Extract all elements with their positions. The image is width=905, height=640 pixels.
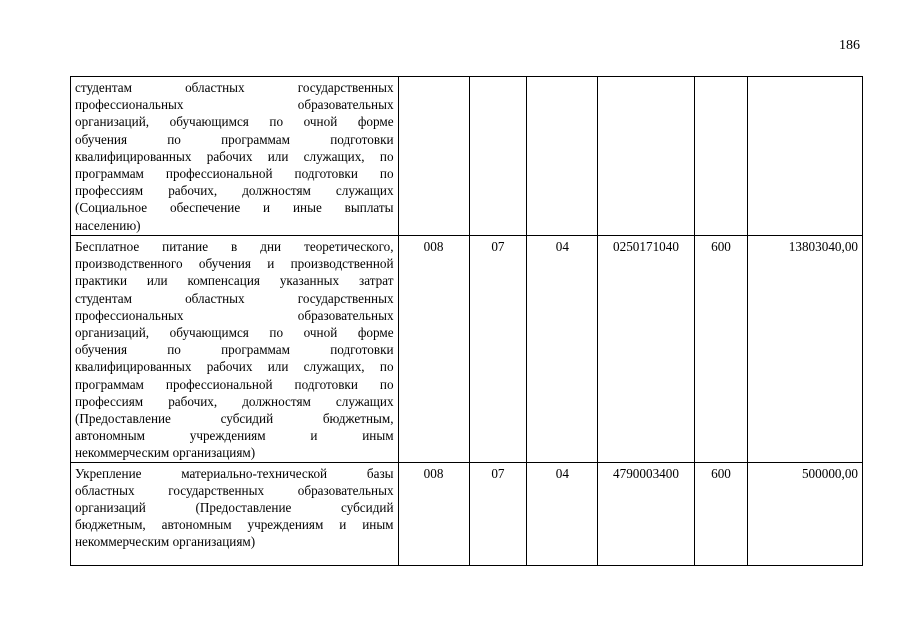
target-item-code-cell: 0250171040 xyxy=(598,236,694,463)
name-line: некоммерческим организациям) xyxy=(75,534,256,550)
subsection-code-cell xyxy=(527,77,598,236)
name-line: организаций (Предоставление субсидий xyxy=(75,500,394,516)
table-row xyxy=(71,462,863,565)
expense-type-code-cell: 600 xyxy=(694,462,748,565)
name-line: Бесплатное питание в дни теоретического, xyxy=(75,239,394,254)
subsection-code-cell: 04 xyxy=(527,236,598,463)
name-line: (Социальное обеспечение и иные выплаты xyxy=(75,200,394,216)
name-line: Укрепление материально-технической базы xyxy=(75,465,394,481)
name-line: организаций, обучающимся по очной форме xyxy=(75,325,394,341)
amount-cell: 500000,00 xyxy=(748,462,863,565)
name-line: производственного обучения и производственной xyxy=(75,256,394,272)
expense-type-code-cell: 600 xyxy=(694,236,748,463)
budget-table xyxy=(70,76,863,566)
name-line: студентам областных государственных xyxy=(75,80,394,95)
department-code-cell: 008 xyxy=(398,236,469,463)
name-line: практики или компенсация указанных затрат xyxy=(75,273,394,289)
name-line: программам профессиональной подготовки по xyxy=(75,376,394,392)
target-item-code-cell: 4790003400 xyxy=(598,462,694,565)
name-line: населению) xyxy=(75,217,141,233)
name-line: обучения по программам подготовки xyxy=(75,131,394,147)
section-code-cell: 07 xyxy=(469,462,527,565)
target-item-code-cell xyxy=(598,77,694,236)
page-number: 186 xyxy=(839,38,860,53)
name-line: бюджетным, автономным учреждениям и иным xyxy=(75,517,394,533)
name-line: профессиям рабочих, должностям служащих xyxy=(75,393,394,409)
name-line: (Предоставление субсидий бюджетным, xyxy=(75,411,394,427)
expense-type-code-cell xyxy=(694,77,748,236)
name-line: квалифицированных рабочих или служащих, по xyxy=(75,359,394,375)
amount-cell xyxy=(748,77,863,236)
subsection-code-cell: 04 xyxy=(527,462,598,565)
department-code-cell: 008 xyxy=(398,462,469,565)
expense-name-cell xyxy=(71,77,399,236)
expense-name-cell xyxy=(71,236,399,463)
name-line: профессиям рабочих, должностям служащих xyxy=(75,183,394,199)
name-line: квалифицированных рабочих или служащих, по xyxy=(75,148,394,164)
name-line: областных государственных образовательных xyxy=(75,482,394,498)
name-line: профессиональных образовательных xyxy=(75,307,394,323)
name-line: программам профессиональной подготовки по xyxy=(75,166,394,182)
name-line: студентам областных государственных xyxy=(75,290,394,306)
expense-name-cell xyxy=(71,462,399,565)
section-code-cell: 07 xyxy=(469,236,527,463)
name-line: обучения по программам подготовки xyxy=(75,342,394,358)
section-code-cell xyxy=(469,77,527,236)
table-row xyxy=(71,236,863,463)
amount-cell: 13803040,00 xyxy=(748,236,863,463)
name-line: профессиональных образовательных xyxy=(75,97,394,113)
table-row xyxy=(71,77,863,236)
department-code-cell xyxy=(398,77,469,236)
name-line: некоммерческим организациям) xyxy=(75,445,256,461)
name-line: автономным учреждениям и иным xyxy=(75,428,394,444)
name-line: организаций, обучающимся по очной форме xyxy=(75,114,394,130)
